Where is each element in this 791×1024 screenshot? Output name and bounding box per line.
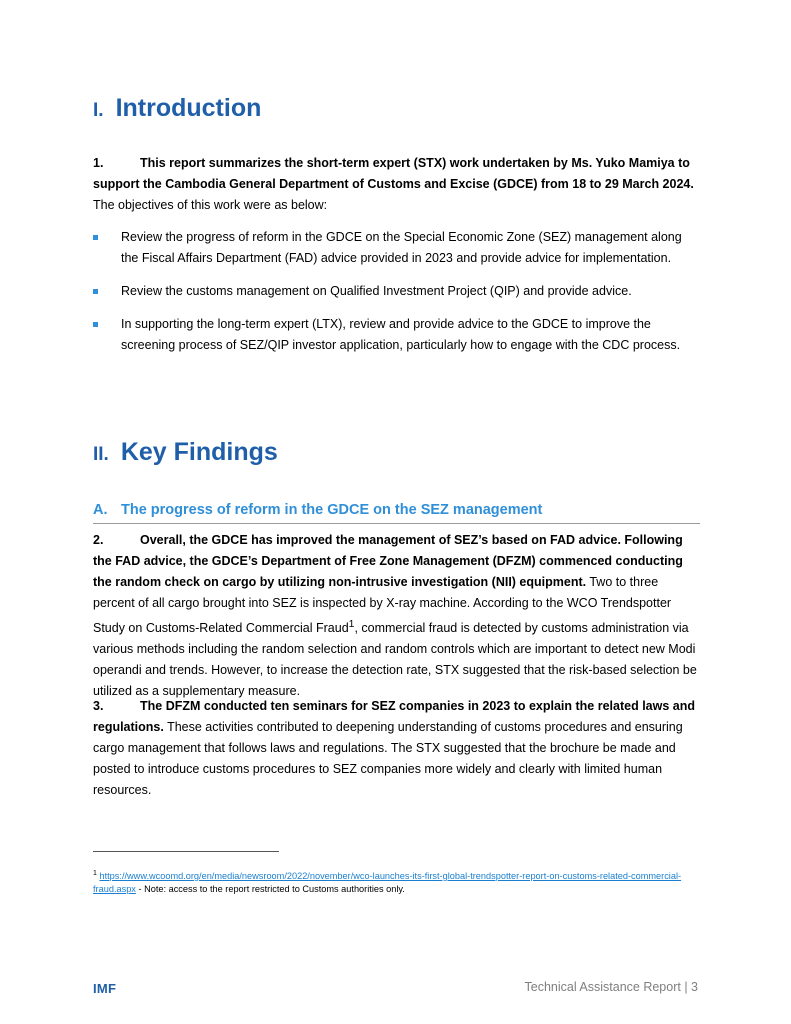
footnote-note: - Note: access to the report restricted to Customs authorities only.	[135, 884, 405, 895]
footnote-divider	[93, 851, 279, 852]
bullet-square-icon	[93, 289, 98, 294]
objectives-list	[93, 227, 693, 368]
paragraph-lead: This report summarizes the short-term expert (STX) work undertaken by Ms. Yuko Mamiya to support the Cambodia General Department of Customs and Excise (GDCE) from 18 to 29 March 2024.	[93, 156, 694, 191]
paragraph-text: The objectives of this work were as below:	[93, 198, 328, 212]
list-item: Review the progress of reform in the GDCE on the Special Economic Zone (SEZ) management along the Fiscal Affairs Department (FAD) advice provided in 2023 and provide advice for implementation.	[93, 227, 693, 269]
bullet-square-icon	[93, 322, 98, 327]
paragraph-lead: Overall, the GDCE has improved the management of SEZ’s based on FAD advice. Following the FAD advice, the GDCE’s Department of Free Zone Management (DFZM) commenced conducting the random check on cargo by utilizing non-intrusive investigation (NII) equipment.	[93, 533, 683, 589]
bullet-square-icon	[93, 235, 98, 240]
footnote-reference[interactable]: 1	[348, 619, 355, 630]
subsection-letter: A.	[93, 502, 108, 518]
footnote-link[interactable]: https://www.wcoomd.org/en/media/newsroom/2022/november/wco-launches-its-first-global-trendspotter-report-on-customs-related-commercial-fraud.aspx	[93, 871, 682, 895]
list-item: Review the customs management on Qualified Investment Project (QIP) and provide advice.	[93, 281, 693, 302]
paragraph-3	[93, 696, 703, 801]
imf-logo: IMF	[93, 981, 117, 996]
paragraph-number: 1.	[93, 156, 104, 170]
paragraph-text: These activities contributed to deepening understanding of customs procedures and ensuring cargo management that follows laws and regulations. The STX suggested that the brochure be made and posted to introduce customs procedures to SEZ companies more widely and clearly with limited human resources.	[93, 720, 683, 797]
paragraph-text-cont: , commercial fraud is detected by customs administration via various methods including the random selection and random controls which are important to detect new Modi operandi and trends. However, to increase the detection rate, STX suggested that the risk-based selection be utilized as a supplementary measure.	[93, 621, 697, 699]
section-number: I.	[93, 100, 104, 121]
paragraph-number: 3.	[93, 699, 104, 713]
subsection-title: The progress of reform in the GDCE on the SEZ management	[121, 502, 543, 518]
section-title: Key Findings	[120, 438, 278, 466]
footnote	[93, 867, 693, 896]
paragraph-number: 2.	[93, 533, 104, 547]
paragraph-1	[93, 153, 703, 216]
paragraph-2	[93, 530, 703, 702]
section-heading-introduction	[93, 93, 261, 126]
footnote-number: 1	[93, 870, 97, 877]
footer-page-label: Technical Assistance Report | 3	[524, 980, 698, 994]
section-heading-key-findings	[93, 437, 278, 470]
paragraph-text: Two to three percent of all cargo brought into SEZ is inspected by X-ray machine. According to the WCO Trendspotter Study on Customs-Related Commercial Fraud	[93, 575, 672, 636]
section-title: Introduction	[115, 94, 262, 122]
section-number: II.	[93, 444, 109, 465]
paragraph-lead: The DFZM conducted ten seminars for SEZ companies in 2023 to explain the related laws and regulations.	[93, 699, 695, 734]
list-item: In supporting the long-term expert (LTX), review and provide advice to the GDCE to improve the screening process of SEZ/QIP investor application, particularly how to engage with the CDC process.	[93, 314, 693, 356]
subsection-heading-a	[93, 500, 700, 524]
